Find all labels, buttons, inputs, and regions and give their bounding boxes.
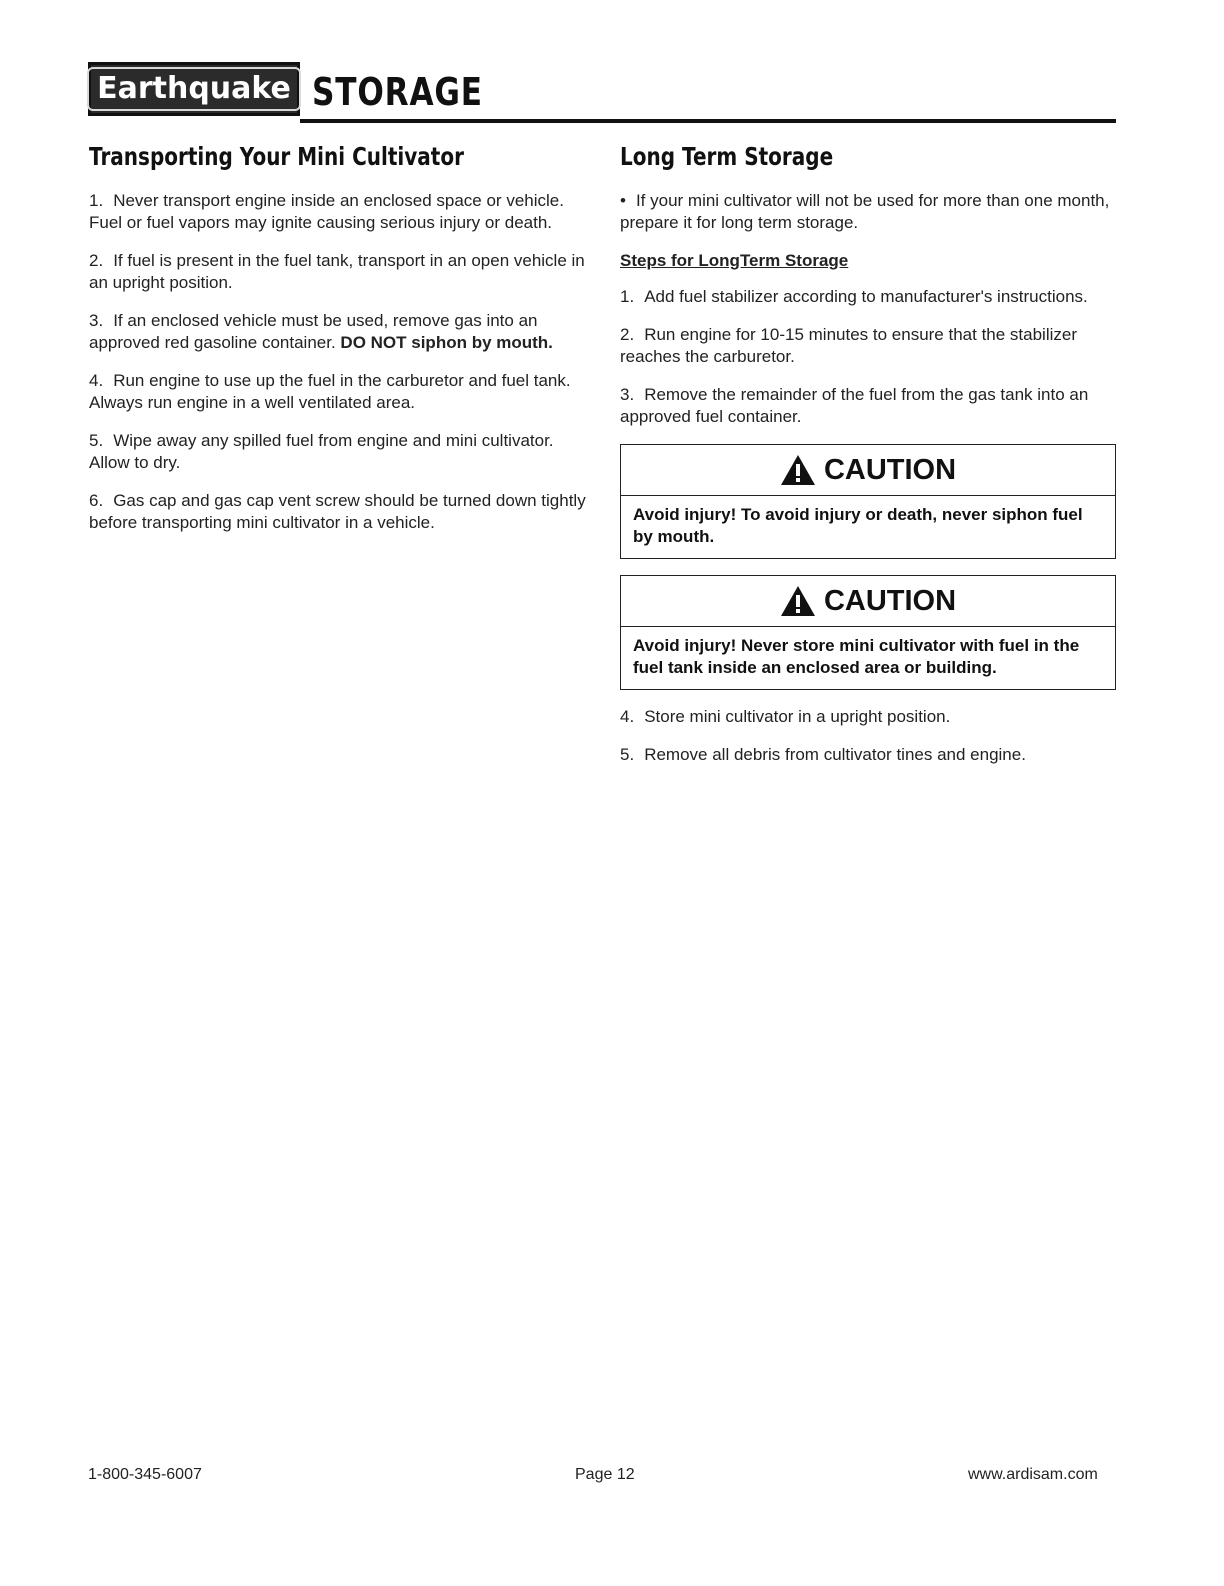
list-item: 4. Run engine to use up the fuel in the carburetor and fuel tank. Always run engine in a well ventilated area.	[89, 371, 571, 412]
left-column	[89, 138, 589, 550]
list-item: 6. Gas cap and gas cap vent screw should be turned down tightly before transporting mini cultivator in a vehicle.	[89, 491, 586, 532]
step-item: 3. Remove the remainder of the fuel from the gas tank into an approved fuel container.	[620, 385, 1089, 426]
caution-header	[621, 445, 1115, 496]
caution-text: Avoid injury! To avoid injury or death, never siphon fuel by mouth.	[633, 505, 1083, 546]
list-item: 3. If an enclosed vehicle must be used, remove gas into an approved red gasoline container. DO NOT siphon by mouth.	[89, 311, 553, 352]
caution-header	[621, 576, 1115, 627]
bullet-icon: •	[620, 191, 626, 210]
footer-website: www.ardisam.com	[968, 1466, 1098, 1483]
long-term-storage-heading: Long Term Storage	[620, 142, 834, 171]
step-item: 2. Run engine for 10-15 minutes to ensure that the stabilizer reaches the carburetor.	[620, 325, 1077, 366]
caution-text: Avoid injury! Never store mini cultivator with fuel in the fuel tank inside an enclosed area or building.	[633, 636, 1080, 677]
caution-box	[620, 575, 1116, 690]
header-rule	[300, 119, 1116, 123]
footer-phone: 1-800-345-6007	[88, 1466, 202, 1483]
section-title: STORAGE	[312, 70, 483, 114]
footer-page-number: Page 12	[575, 1466, 635, 1483]
earthquake-logo	[88, 62, 300, 116]
siphon-warning: DO NOT siphon by mouth.	[340, 333, 553, 352]
bullet-item: • If your mini cultivator will not be used for more than one month, prepare it for long term storage.	[620, 191, 1110, 232]
step-item: 1. Add fuel stabilizer according to manufacturer's instructions.	[620, 287, 1088, 306]
list-item: 2. If fuel is present in the fuel tank, transport in an open vehicle in an upright position.	[89, 251, 585, 292]
warning-triangle-icon	[780, 454, 816, 486]
list-item: 5. Wipe away any spilled fuel from engine and mini cultivator. Allow to dry.	[89, 431, 554, 472]
step-item: 4. Store mini cultivator in a upright position.	[620, 707, 951, 726]
step-item: 5. Remove all debris from cultivator tines and engine.	[620, 745, 1026, 764]
caution-box	[620, 444, 1116, 559]
steps-heading: Steps for LongTerm Storage	[620, 251, 849, 270]
caution-label: CAUTION	[823, 584, 957, 617]
logo-text: Earthquake	[87, 67, 301, 111]
right-column	[620, 138, 1120, 782]
transporting-heading: Transporting Your Mini Cultivator	[89, 142, 464, 171]
warning-triangle-icon	[780, 585, 816, 617]
caution-label: CAUTION	[823, 453, 957, 486]
list-item: 1. Never transport engine inside an enclosed space or vehicle. Fuel or fuel vapors may ignite causing serious injury or death.	[89, 191, 564, 232]
